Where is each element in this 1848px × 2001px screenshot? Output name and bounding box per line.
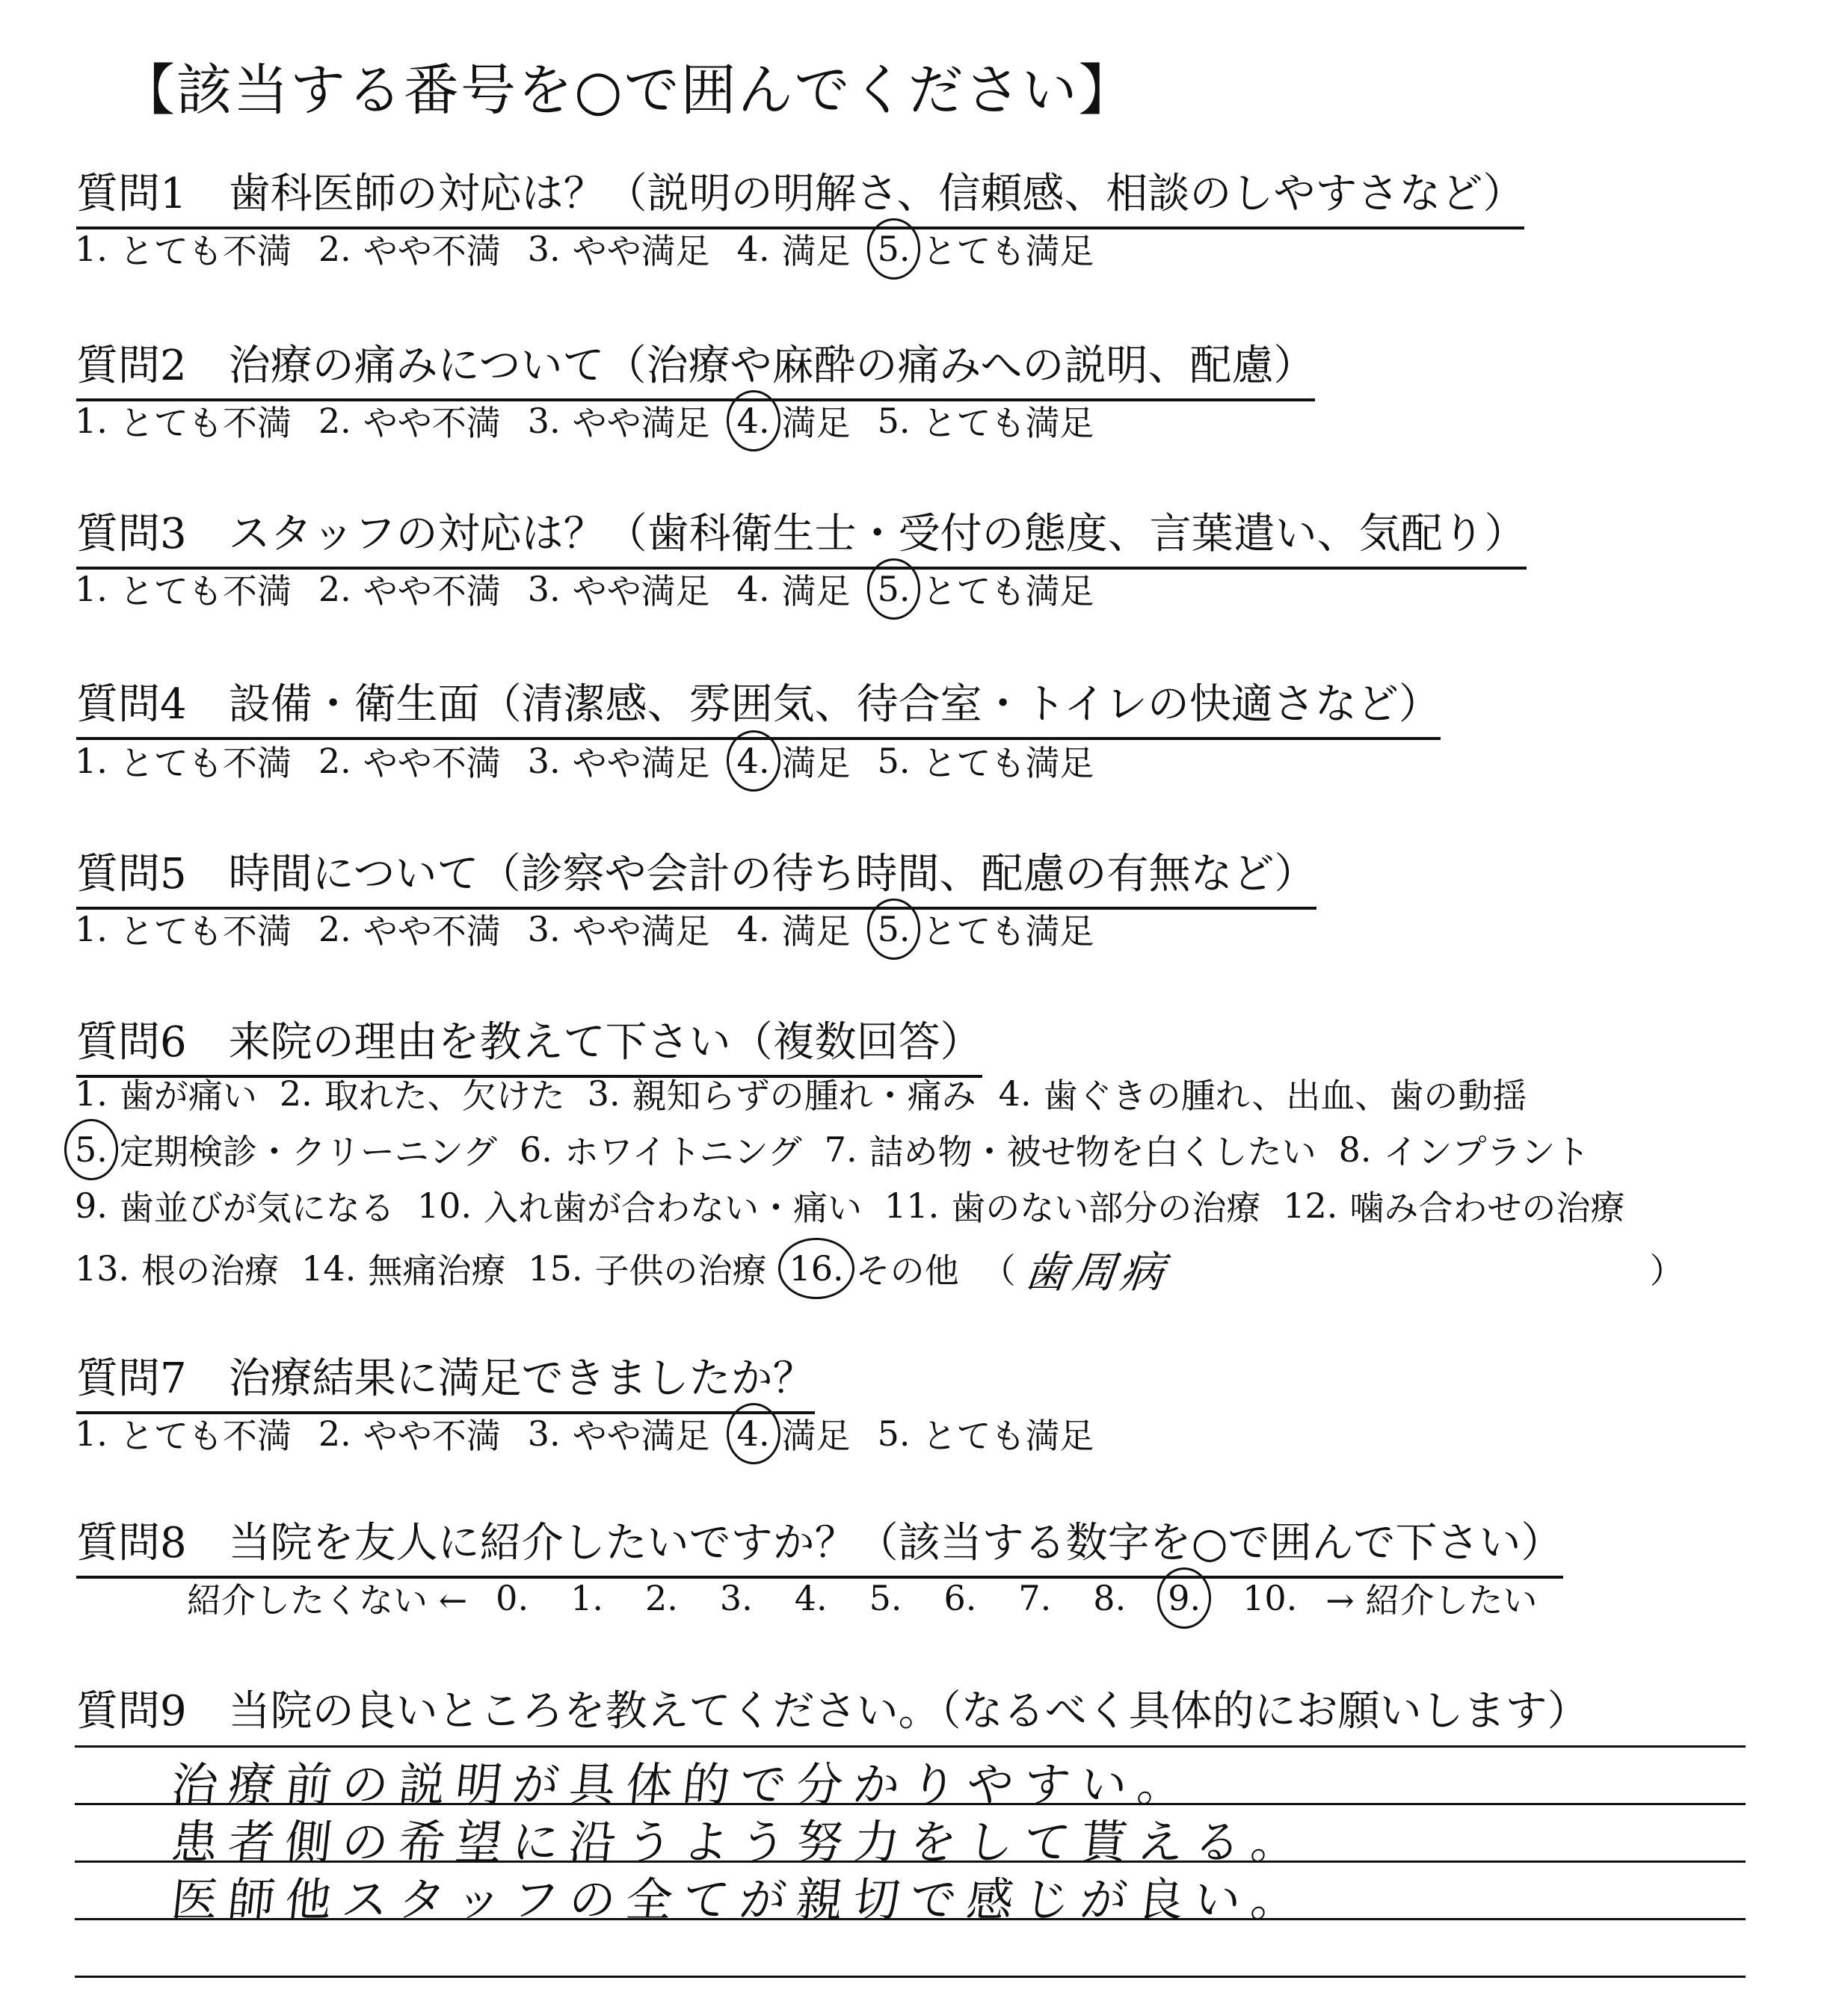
question-3-options	[75, 564, 1094, 614]
scale-numbers	[496, 1578, 1297, 1618]
question-2-title: 質問2 治療の痛みについて（治療や麻酔の痛みへの説明、配慮）	[76, 333, 1315, 401]
option-3[interactable]	[528, 736, 710, 786]
option-label: 歯ぐきの腫れ、出血、歯の動揺	[1043, 1076, 1527, 1116]
option-number: 3.	[527, 401, 561, 441]
option-15[interactable]	[528, 1244, 766, 1293]
scale-left-label: 紹介したくない ←	[187, 1580, 468, 1621]
option-label: その他	[855, 1251, 959, 1291]
option-label: やや不満	[363, 1416, 501, 1456]
option-4[interactable]	[737, 396, 851, 445]
circled-option-number: 16.	[789, 1248, 844, 1289]
circled-option-number: 5.	[75, 1129, 108, 1170]
option-label: 歯のない部分の治療	[951, 1188, 1261, 1228]
option-4[interactable]	[737, 1409, 851, 1458]
scale-option-6[interactable]	[944, 1578, 977, 1618]
scale-number: 7.	[1018, 1578, 1052, 1618]
question-6-row-3	[75, 1181, 1624, 1230]
open-paren: （	[981, 1251, 1016, 1291]
scale-number: 6.	[943, 1578, 977, 1618]
option-3[interactable]	[528, 904, 710, 954]
option-label: 入れ歯が合わない・痛い	[484, 1188, 863, 1228]
scale-option-1[interactable]	[570, 1578, 603, 1618]
scale-number: 8.	[1093, 1578, 1127, 1618]
option-10[interactable]	[417, 1181, 862, 1230]
option-label: とても不満	[119, 911, 292, 952]
option-label: とても満足	[922, 743, 1094, 783]
option-number: 2.	[318, 1413, 351, 1454]
option-1[interactable]	[75, 736, 292, 786]
option-label: とても不満	[119, 403, 292, 443]
option-label: 歯が痛い	[119, 1076, 257, 1116]
option-number: 3.	[587, 1073, 620, 1114]
option-label: とても不満	[119, 231, 292, 271]
option-2[interactable]	[280, 1069, 565, 1118]
option-4[interactable]	[737, 904, 851, 954]
option-number: 2.	[318, 229, 351, 269]
option-number: 7.	[824, 1129, 857, 1170]
scale-right-label: → 紹介したい	[1325, 1580, 1538, 1621]
question-1-options	[75, 224, 1094, 274]
option-number: 2.	[318, 401, 351, 441]
option-11[interactable]	[884, 1181, 1260, 1230]
option-label: やや不満	[363, 571, 501, 611]
circled-scale-number: 9.	[1168, 1578, 1201, 1618]
option-3[interactable]	[528, 396, 710, 445]
question-7-title: 質問7 治療結果に満足できましたか？	[76, 1345, 815, 1414]
option-2[interactable]	[318, 564, 501, 614]
question-8-title: 質問8 当院を友人に紹介したいですか？（該当する数字を○で囲んで下さい）	[76, 1510, 1563, 1579]
option-9[interactable]	[75, 1181, 395, 1230]
handwritten-comment-2: 患者側の希望に沿うよう努力をして貰える。	[168, 1815, 1311, 1869]
option-12[interactable]	[1283, 1181, 1624, 1230]
circled-option-number: 4.	[736, 741, 770, 781]
option-number: 1.	[75, 569, 108, 609]
option-label: とても不満	[119, 1416, 292, 1456]
other-answer-field[interactable]	[982, 1237, 1684, 1300]
option-label: やや不満	[363, 403, 501, 443]
option-number: 5.	[877, 1413, 911, 1454]
option-number: 1.	[75, 229, 108, 269]
option-label: 満足	[781, 911, 851, 952]
scale-option-3[interactable]	[720, 1578, 753, 1618]
question-1-title: 質問1 歯科医師の対応は？（説明の明解さ、信頼感、相談のしやすさなど）	[76, 161, 1524, 229]
option-number: 4.	[736, 569, 770, 609]
question-6-row-2	[75, 1125, 1590, 1174]
option-5[interactable]	[878, 904, 1094, 954]
option-3[interactable]	[528, 224, 710, 274]
option-2[interactable]	[318, 1409, 501, 1458]
option-number: 3.	[527, 1413, 561, 1454]
option-number: 1.	[75, 909, 108, 949]
option-label: やや満足	[572, 1416, 710, 1456]
circled-option-number: 4.	[736, 1413, 770, 1454]
handwritten-comment-3: 医師他スタッフの全てが親切で感じが良い。	[168, 1872, 1311, 1927]
option-label: 定期検診・クリーニング	[119, 1132, 497, 1172]
circled-option-number: 5.	[877, 569, 911, 609]
option-3[interactable]	[588, 1069, 976, 1118]
option-number: 4.	[998, 1073, 1032, 1114]
option-label: 取れた、欠けた	[324, 1076, 565, 1116]
handwritten-comment-1: 治療前の説明が具体的で分かりやすい。	[168, 1757, 1198, 1812]
option-1[interactable]	[75, 396, 292, 445]
option-number: 1.	[75, 1413, 108, 1454]
option-label: 噛み合わせの治療	[1349, 1188, 1625, 1228]
scale-option-8[interactable]	[1093, 1578, 1126, 1618]
question-8-scale	[187, 1573, 1537, 1623]
option-label: とても満足	[922, 403, 1094, 443]
question-6-title: 質問6 来院の理由を教えて下さい（複数回答）	[76, 1009, 982, 1078]
option-number: 10.	[416, 1186, 472, 1226]
option-4[interactable]	[737, 736, 851, 786]
option-4[interactable]	[737, 564, 851, 614]
option-label: 根の治療	[141, 1251, 280, 1291]
scale-number: 2.	[644, 1578, 678, 1618]
question-9-title: 質問9 当院の良いところを教えてください。（なるべく具体的にお願いします）	[76, 1687, 1589, 1736]
question-4-options	[75, 736, 1094, 786]
option-label: 親知らずの腫れ・痛み	[632, 1076, 976, 1116]
scale-number: 10.	[1242, 1578, 1298, 1618]
question-6-row-4	[75, 1237, 1684, 1300]
option-label: とても満足	[922, 911, 1094, 952]
option-label: とても満足	[922, 1416, 1094, 1456]
option-label: やや満足	[572, 911, 710, 952]
close-paren: ）	[1649, 1251, 1684, 1291]
option-number: 1.	[75, 401, 108, 441]
circled-option-number: 5.	[877, 229, 911, 269]
option-label: 満足	[781, 743, 851, 783]
option-2[interactable]	[318, 224, 501, 274]
option-number: 3.	[527, 229, 561, 269]
option-2[interactable]	[318, 736, 501, 786]
option-6[interactable]	[520, 1125, 802, 1174]
question-6-row-1	[75, 1069, 1527, 1118]
option-label: やや満足	[572, 743, 710, 783]
option-number: 14.	[301, 1248, 357, 1289]
option-5[interactable]	[878, 564, 1094, 614]
option-label: やや満足	[572, 571, 710, 611]
option-8[interactable]	[1339, 1125, 1590, 1174]
question-5-options	[75, 904, 1094, 954]
scale-option-9[interactable]	[1168, 1578, 1201, 1618]
option-label: ホワイトニング	[564, 1132, 802, 1172]
option-label: やや満足	[572, 403, 710, 443]
question-7-options	[75, 1409, 1094, 1458]
answer-line-5	[75, 1976, 1746, 1978]
option-number: 1.	[75, 741, 108, 781]
scale-number: 3.	[719, 1578, 753, 1618]
option-number: 3.	[527, 569, 561, 609]
scale-option-5[interactable]	[869, 1578, 902, 1618]
option-number: 15.	[528, 1248, 583, 1289]
scale-number: 5.	[869, 1578, 902, 1618]
question-2-options	[75, 396, 1094, 445]
scale-number: 4.	[794, 1578, 828, 1618]
scale-option-7[interactable]	[1018, 1578, 1051, 1618]
option-1[interactable]	[75, 224, 292, 274]
option-label: とても不満	[119, 743, 292, 783]
scale-option-0[interactable]	[496, 1578, 529, 1618]
scale-number: 0.	[496, 1578, 529, 1618]
option-number: 12.	[1283, 1186, 1338, 1226]
option-label: 詰め物・被せ物を白くしたい	[869, 1132, 1316, 1172]
option-number: 1.	[75, 1073, 108, 1114]
option-14[interactable]	[301, 1244, 505, 1293]
option-label: とても満足	[922, 571, 1094, 611]
scale-option-4[interactable]	[795, 1578, 828, 1618]
option-5[interactable]	[878, 736, 1094, 786]
option-number: 2.	[318, 741, 351, 781]
option-label: やや不満	[363, 231, 501, 271]
option-number: 2.	[318, 909, 351, 949]
option-label: 無痛治療	[368, 1251, 506, 1291]
option-label: 満足	[781, 231, 851, 271]
question-4-title: 質問4 設備・衛生面（清潔感、雰囲気、待合室・トイレの快適さなど）	[76, 671, 1441, 740]
option-1[interactable]	[75, 1069, 257, 1118]
option-7[interactable]	[825, 1125, 1316, 1174]
option-4[interactable]	[737, 224, 851, 274]
option-label: とても満足	[922, 231, 1094, 271]
option-label: やや満足	[572, 231, 710, 271]
option-number: 4.	[736, 909, 770, 949]
option-number: 11.	[884, 1186, 940, 1226]
option-number: 3.	[527, 909, 561, 949]
question-3-title: 質問3 スタッフの対応は？（歯科衛生士・受付の態度、言葉遣い、気配り）	[76, 501, 1527, 570]
option-16[interactable]	[789, 1244, 958, 1293]
circled-option-number: 5.	[877, 909, 911, 949]
option-5[interactable]	[878, 224, 1094, 274]
option-label: 歯並びが気になる	[119, 1188, 395, 1228]
option-5[interactable]	[75, 1125, 497, 1174]
option-label: やや不満	[363, 911, 501, 952]
option-number: 9.	[75, 1186, 108, 1226]
question-5-title: 質問5 時間について（診察や会計の待ち時間、配慮の有無など）	[76, 841, 1316, 910]
option-13[interactable]	[75, 1244, 279, 1293]
option-label: インプラント	[1383, 1132, 1590, 1172]
option-5[interactable]	[878, 396, 1094, 445]
option-number: 6.	[519, 1129, 552, 1170]
option-5[interactable]	[878, 1409, 1094, 1458]
option-number: 5.	[877, 401, 911, 441]
scale-option-10[interactable]	[1242, 1578, 1297, 1618]
option-number: 5.	[877, 741, 911, 781]
option-3[interactable]	[528, 1409, 710, 1458]
scale-option-2[interactable]	[645, 1578, 678, 1618]
option-label: 満足	[781, 571, 851, 611]
option-label: 満足	[781, 1416, 851, 1456]
option-number: 2.	[279, 1073, 312, 1114]
option-number: 2.	[318, 569, 351, 609]
option-4[interactable]	[999, 1069, 1527, 1118]
option-number: 8.	[1338, 1129, 1372, 1170]
option-number: 13.	[75, 1248, 130, 1289]
option-number: 4.	[736, 229, 770, 269]
option-2[interactable]	[318, 396, 501, 445]
option-label: 満足	[781, 403, 851, 443]
option-1[interactable]	[75, 1409, 292, 1458]
option-label: やや不満	[363, 743, 501, 783]
scale-number: 1.	[570, 1578, 603, 1618]
option-1[interactable]	[75, 904, 292, 954]
option-label: 子供の治療	[594, 1251, 767, 1291]
instruction-header: 【該当する番号を○で囲んでください】	[120, 58, 1136, 123]
option-number: 3.	[527, 741, 561, 781]
option-2[interactable]	[318, 904, 501, 954]
option-label: とても不満	[119, 571, 292, 611]
other-handwritten-text: 歯周病	[1021, 1247, 1171, 1298]
circled-option-number: 4.	[736, 401, 770, 441]
option-3[interactable]	[528, 564, 710, 614]
option-1[interactable]	[75, 564, 292, 614]
